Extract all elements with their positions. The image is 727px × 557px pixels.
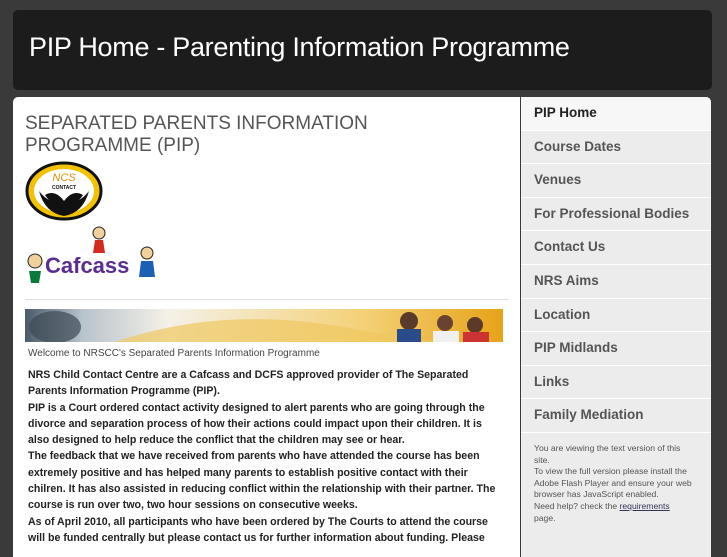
nav-item-location[interactable]: Location bbox=[521, 299, 711, 333]
body-text bbox=[28, 367, 503, 546]
nav-gap bbox=[521, 433, 711, 443]
site-title: PIP Home - Parenting Information Programme bbox=[29, 32, 570, 62]
nav-item-professional-bodies[interactable]: For Professional Bodies bbox=[521, 198, 711, 232]
paragraph: As of April 2010, all participants who have been ordered by The Courts to attend the course will be funded centrally but please contact us for further information about funding. Please bbox=[28, 515, 488, 544]
flash-line-2: To view the full version please install the Adobe Flash Player and ensure your web browser has JavaScript enabled. bbox=[534, 466, 692, 500]
svg-text:CONTACT: CONTACT bbox=[51, 185, 77, 191]
nav-item-contact-us[interactable]: Contact Us bbox=[521, 231, 711, 265]
nav-item-venues[interactable]: Venues bbox=[521, 164, 711, 198]
main-content bbox=[13, 97, 520, 557]
nrs-contact-logo bbox=[25, 161, 105, 221]
nav-item-links[interactable]: Links bbox=[521, 366, 711, 400]
cafcass-logo bbox=[25, 223, 165, 287]
nav-item-nrs-aims[interactable]: NRS Aims bbox=[521, 265, 711, 299]
nav-item-pip-midlands[interactable]: PIP Midlands bbox=[521, 332, 711, 366]
page-title: SEPARATED PARENTS INFORMATION PROGRAMME (PIP) bbox=[25, 113, 368, 156]
requirements-link[interactable]: requirements bbox=[619, 500, 670, 511]
sidebar bbox=[521, 97, 711, 557]
flash-line-1: You are viewing the text version of this site. bbox=[534, 442, 681, 465]
help-suffix: page. bbox=[534, 512, 556, 523]
nav-item-family-mediation[interactable]: Family Mediation bbox=[521, 399, 711, 433]
site-header bbox=[13, 10, 712, 90]
svg-text:Cafcass: Cafcass bbox=[45, 253, 130, 278]
welcome-text: Welcome to NRSCC's Separated Parents Information Programme bbox=[28, 348, 320, 359]
nav-item-pip-home[interactable]: PIP Home bbox=[521, 97, 711, 131]
paragraph: PIP is a Court ordered contact activity designed to alert parents who are going through the divorce and separation process of how their actions could impact upon their children. It is also designed to help reduce the conflict that the children may see or hear. bbox=[28, 401, 485, 447]
flash-notice bbox=[521, 443, 711, 524]
svg-text:NCS: NCS bbox=[52, 172, 76, 184]
nav-item-course-dates[interactable]: Course Dates bbox=[521, 131, 711, 165]
divider bbox=[25, 299, 508, 300]
paragraph: The feedback that we have received from parents who have attended the course has been extremely positive and has helped many parents to establish positive contact with their chilren. It has also assisted in reducing conflict within the relationship with their partner. The course is run over two, two hour sessions on consecutive weeks. bbox=[28, 450, 496, 512]
help-prefix: Need help? check the bbox=[534, 500, 618, 511]
banner-image bbox=[25, 309, 503, 342]
paragraph: NRS Child Contact Centre are a Cafcass and DCFS approved provider of The Separated Parents Information Programme (PIP). bbox=[28, 369, 469, 398]
